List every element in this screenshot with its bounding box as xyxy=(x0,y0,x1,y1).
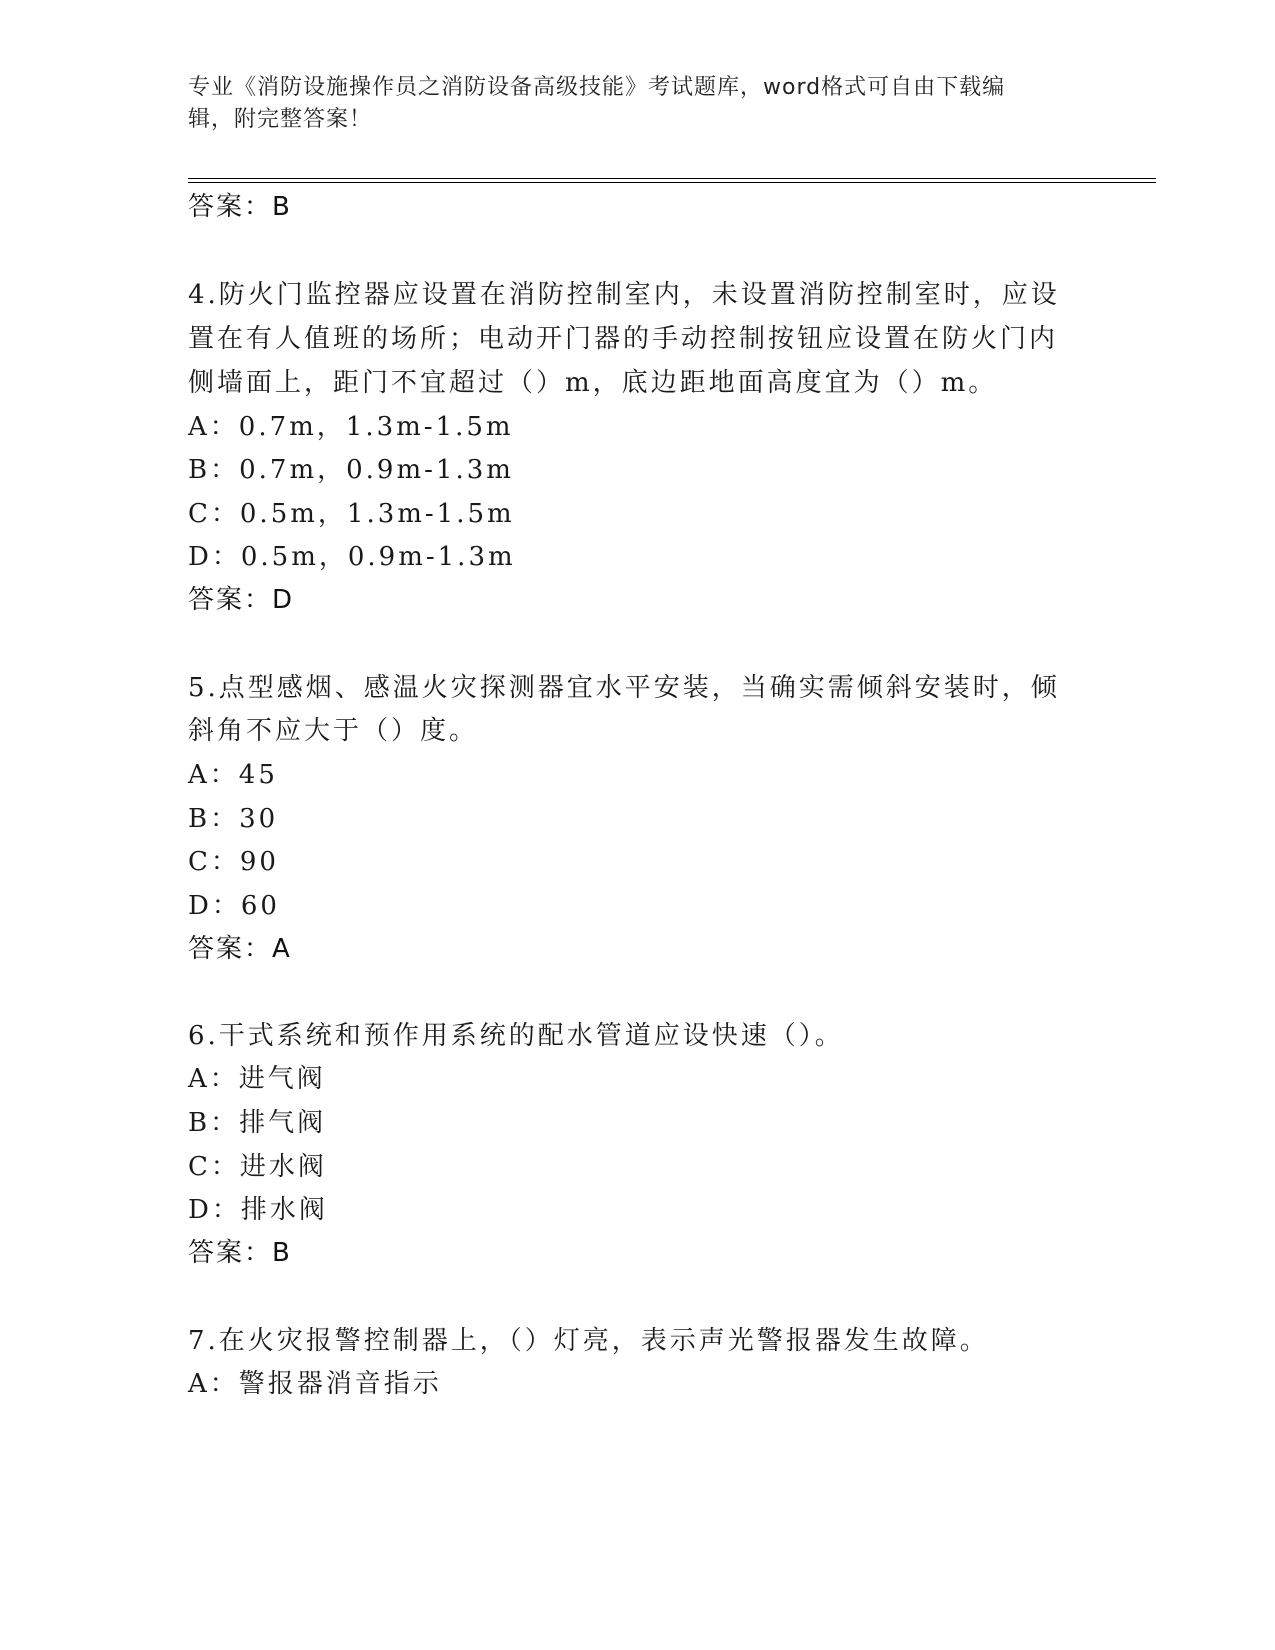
option-b: B：排气阀 xyxy=(188,1108,327,1138)
question-text-line: 侧墙面上，距门不宜超过（）m，底边距地面高度宜为（）m。 xyxy=(188,368,998,398)
header-line-2: 辑，附完整答案！ xyxy=(188,107,373,132)
option-a: A：0.7m，1.3m-1.5m xyxy=(188,412,514,442)
option-b: B：0.7m，0.9m-1.3m xyxy=(188,455,514,485)
option-c: C：0.5m，1.3m-1.5m xyxy=(188,499,515,529)
document-header xyxy=(188,72,1068,136)
question-text-line: 7.在火灾报警控制器上，（）灯亮，表示声光警报器发生故障。 xyxy=(188,1326,989,1356)
header-line-1: 专业《消防设施操作员之消防设备高级技能》考试题库，word格式可自由下载编 xyxy=(188,75,1006,100)
question-text-line: 斜角不应大于（）度。 xyxy=(188,716,479,746)
option-c: C：90 xyxy=(188,847,279,877)
option-c: C：进水阀 xyxy=(188,1152,327,1182)
question-text-line: 4.防火门监控器应设置在消防控制室内，未设置消防控制室时，应设 xyxy=(188,280,1060,310)
option-a: A：警报器消音指示 xyxy=(188,1369,442,1399)
answer-line: 答案：A xyxy=(188,934,292,964)
question-text-line: 6.干式系统和预作用系统的配水管道应设快速（）。 xyxy=(188,1021,844,1051)
question-text-line: 置在有人值班的场所；电动开门器的手动控制按钮应设置在防火门内 xyxy=(188,324,1059,354)
header-divider-bottom xyxy=(188,182,1156,183)
answer-line: 答案：B xyxy=(188,1238,292,1268)
answer-line: 答案：B xyxy=(188,192,292,222)
option-d: D：0.5m，0.9m-1.3m xyxy=(188,542,516,572)
option-d: D：排水阀 xyxy=(188,1195,328,1225)
option-a: A：45 xyxy=(188,760,278,790)
option-b: B：30 xyxy=(188,804,279,834)
question-text-line: 5.点型感烟、感温火灾探测器宜水平安装，当确实需倾斜安装时，倾 xyxy=(188,673,1060,703)
answer-line: 答案：D xyxy=(188,585,295,615)
option-d: D：60 xyxy=(188,891,280,921)
header-divider-top xyxy=(188,178,1156,179)
option-a: A：进气阀 xyxy=(188,1064,326,1094)
